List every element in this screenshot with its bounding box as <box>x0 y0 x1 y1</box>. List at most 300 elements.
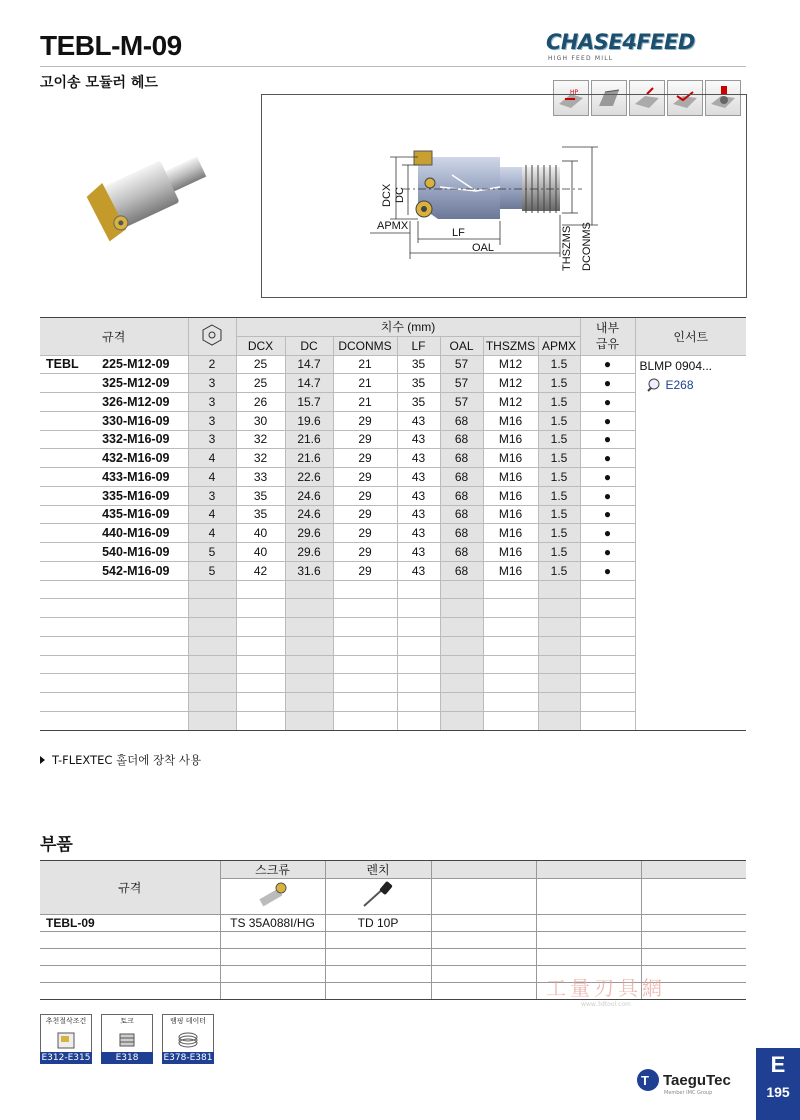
cell-dconms: 29 <box>333 449 397 468</box>
cell <box>325 983 431 1000</box>
cell-apmx <box>538 711 580 730</box>
cell-oal: 68 <box>440 486 483 505</box>
cell-apmx: 1.5 <box>538 486 580 505</box>
magnifier-icon <box>646 377 664 393</box>
brand-name: CHASE4FEED <box>546 30 695 54</box>
cell-oal <box>440 636 483 655</box>
code-value: 432-M16-09 <box>102 451 170 466</box>
row-code <box>40 561 188 580</box>
cell-dcx: 42 <box>236 561 285 580</box>
acc-col-empty-1 <box>431 861 536 879</box>
cell-z <box>188 599 236 618</box>
cell-thszms: M16 <box>483 486 538 505</box>
cell-coolant <box>580 580 635 599</box>
acc-col-wrench: 렌치 <box>325 861 431 879</box>
svg-text:T: T <box>641 1073 649 1088</box>
cell-dc <box>285 618 333 637</box>
cell <box>220 949 325 966</box>
code-value: 332-M16-09 <box>102 432 170 447</box>
col-oal: OAL <box>440 336 483 355</box>
cell-coolant: ● <box>580 449 635 468</box>
acc-wrench-value: TD 10P <box>325 915 431 932</box>
cell-apmx <box>538 599 580 618</box>
cell-dcx: 26 <box>236 393 285 412</box>
page-title: TEBL-M-09 <box>40 30 182 61</box>
svg-text:HP: HP <box>570 89 579 96</box>
code-value: 435-M16-09 <box>102 507 170 522</box>
cell-apmx: 1.5 <box>538 543 580 562</box>
cell-coolant: ● <box>580 543 635 562</box>
cell-lf: 43 <box>397 543 440 562</box>
cell-dcx <box>236 636 285 655</box>
cell-z: 4 <box>188 449 236 468</box>
cell-apmx <box>538 693 580 712</box>
cell-z: 5 <box>188 561 236 580</box>
row-code <box>40 580 188 599</box>
cell-coolant <box>580 599 635 618</box>
code-value: 433-M16-09 <box>102 469 170 484</box>
cell-apmx <box>538 618 580 637</box>
code-value: 326-M12-09 <box>102 394 170 409</box>
row-code <box>40 468 188 487</box>
code-prefix: TEBL <box>46 357 79 372</box>
cell-thszms: M16 <box>483 430 538 449</box>
insert-ref-page: E268 <box>665 377 694 392</box>
cell-dcx: 32 <box>236 449 285 468</box>
cell-dc: 29.6 <box>285 543 333 562</box>
cell-oal: 68 <box>440 561 483 580</box>
cell-z: 4 <box>188 505 236 524</box>
acc-col-spec: 규격 <box>40 861 220 915</box>
acc-empty-pic-2 <box>536 879 641 915</box>
cell-thszms: M16 <box>483 468 538 487</box>
code-value: 335-M16-09 <box>102 488 170 503</box>
cell-coolant <box>580 711 635 730</box>
cell-dcx <box>236 711 285 730</box>
cell-lf: 43 <box>397 486 440 505</box>
cell <box>325 932 431 949</box>
cell-oal: 68 <box>440 449 483 468</box>
cell-z <box>188 711 236 730</box>
cell-thszms: M16 <box>483 543 538 562</box>
cell-coolant: ● <box>580 393 635 412</box>
cell-dconms <box>333 618 397 637</box>
cell-lf <box>397 618 440 637</box>
ref-cutting-conditions[interactable] <box>40 1014 92 1064</box>
cell-dcx: 30 <box>236 411 285 430</box>
cell-apmx <box>538 580 580 599</box>
mount-note <box>40 752 201 768</box>
table-row <box>40 915 746 932</box>
cell-lf <box>397 580 440 599</box>
acc-wrench-pic <box>325 879 431 915</box>
brand-logo <box>546 30 750 64</box>
cell-oal <box>440 693 483 712</box>
dim-apmx: APMX <box>377 220 409 232</box>
row-code <box>40 599 188 618</box>
cell-lf: 35 <box>397 374 440 393</box>
cell-apmx: 1.5 <box>538 355 580 374</box>
acc-col-screw: 스크류 <box>220 861 325 879</box>
cell-z <box>188 655 236 674</box>
cell-oal: 68 <box>440 543 483 562</box>
cell-dc <box>285 693 333 712</box>
watermark <box>536 940 676 1010</box>
watermark-text: 工量刃具網 <box>546 976 666 1000</box>
cell-coolant: ● <box>580 374 635 393</box>
row-code <box>40 524 188 543</box>
col-apmx: APMX <box>538 336 580 355</box>
cell-lf <box>397 636 440 655</box>
dim-dc: DC <box>394 187 406 203</box>
bullet-triangle-icon <box>40 756 45 764</box>
cell-oal <box>440 580 483 599</box>
company-tag: Member IMC Group <box>664 1090 713 1096</box>
cell-dc: 14.7 <box>285 355 333 374</box>
cell-thszms <box>483 618 538 637</box>
company-name: TaeguTec <box>663 1071 731 1089</box>
cell <box>641 915 746 932</box>
row-code <box>40 636 188 655</box>
cell-dconms: 29 <box>333 468 397 487</box>
cell-coolant: ● <box>580 411 635 430</box>
cell-thszms: M12 <box>483 355 538 374</box>
row-code <box>40 693 188 712</box>
cell-oal: 68 <box>440 411 483 430</box>
cell-dc: 21.6 <box>285 430 333 449</box>
specification-table <box>40 317 746 731</box>
col-dconms: DCONMS <box>333 336 397 355</box>
row-code <box>40 393 188 412</box>
cell-dc: 15.7 <box>285 393 333 412</box>
cell-dc: 24.6 <box>285 486 333 505</box>
ref-torque[interactable] <box>101 1014 153 1064</box>
cell-dcx <box>236 674 285 693</box>
cell <box>40 932 220 949</box>
cell-coolant: ● <box>580 561 635 580</box>
cell-thszms: M12 <box>483 393 538 412</box>
cell-dcx: 25 <box>236 374 285 393</box>
cell-dcx <box>236 580 285 599</box>
cell-z: 2 <box>188 355 236 374</box>
col-teeth <box>188 318 236 356</box>
section-letter: E <box>770 1052 786 1077</box>
cell-z <box>188 674 236 693</box>
cell-dconms <box>333 693 397 712</box>
cell-coolant: ● <box>580 505 635 524</box>
acc-code: TEBL-09 <box>40 915 220 932</box>
cell-apmx: 1.5 <box>538 561 580 580</box>
cell-oal: 57 <box>440 374 483 393</box>
row-code <box>40 355 188 374</box>
ref-ramping-data[interactable] <box>162 1014 214 1064</box>
cell-oal <box>440 599 483 618</box>
cell-apmx: 1.5 <box>538 524 580 543</box>
cell-oal <box>440 674 483 693</box>
cell-z <box>188 636 236 655</box>
cell-coolant: ● <box>580 468 635 487</box>
acc-col-empty-3 <box>641 861 746 879</box>
cell-dcx <box>236 599 285 618</box>
col-insert: 인서트 <box>635 318 746 356</box>
cell <box>220 983 325 1000</box>
cell-dcx: 35 <box>236 486 285 505</box>
col-thszms: THSZMS <box>483 336 538 355</box>
cell-dconms: 29 <box>333 486 397 505</box>
cell-dc <box>285 636 333 655</box>
cell-z <box>188 693 236 712</box>
cell <box>431 949 536 966</box>
row-code <box>40 674 188 693</box>
dim-lf: LF <box>452 227 465 239</box>
cell <box>431 983 536 1000</box>
code-value: 540-M16-09 <box>102 544 170 559</box>
cell-dcx <box>236 655 285 674</box>
cell-dc: 22.6 <box>285 468 333 487</box>
cell-oal: 68 <box>440 430 483 449</box>
dim-dcx: DCX <box>381 183 393 207</box>
page-number: 195 <box>766 1084 790 1100</box>
cell-z: 3 <box>188 393 236 412</box>
row-code <box>40 430 188 449</box>
cell-coolant: ● <box>580 524 635 543</box>
ref-pic <box>162 1028 214 1052</box>
cell-lf <box>397 693 440 712</box>
row-code <box>40 543 188 562</box>
reference-links <box>40 1014 214 1064</box>
cell-lf: 43 <box>397 468 440 487</box>
cell-dconms: 21 <box>333 393 397 412</box>
cell-dconms: 29 <box>333 505 397 524</box>
cell-dconms: 29 <box>333 524 397 543</box>
cell-lf: 43 <box>397 561 440 580</box>
cell-thszms: M16 <box>483 505 538 524</box>
cell-lf <box>397 674 440 693</box>
cell-dconms: 21 <box>333 355 397 374</box>
cell-z: 3 <box>188 486 236 505</box>
cell <box>220 966 325 983</box>
cell-lf: 43 <box>397 430 440 449</box>
cell-z <box>188 580 236 599</box>
cell-oal <box>440 711 483 730</box>
dim-oal: OAL <box>472 242 495 254</box>
cell <box>431 966 536 983</box>
cell <box>220 932 325 949</box>
cell-oal: 57 <box>440 393 483 412</box>
cell-coolant <box>580 693 635 712</box>
ref-pic <box>101 1028 153 1052</box>
cell-thszms <box>483 580 538 599</box>
cell-lf: 35 <box>397 355 440 374</box>
cell-dc <box>285 674 333 693</box>
cell-coolant <box>580 636 635 655</box>
cell-oal: 68 <box>440 505 483 524</box>
row-code <box>40 411 188 430</box>
cell-dc: 19.6 <box>285 411 333 430</box>
page-subtitle: 고이송 모듈러 헤드 <box>40 75 158 91</box>
row-code <box>40 711 188 730</box>
watermark-url: www.3dtool.com <box>581 1001 631 1008</box>
cell-dc: 24.6 <box>285 505 333 524</box>
row-code <box>40 374 188 393</box>
cell-thszms: M12 <box>483 374 538 393</box>
cutting-condition-icon <box>55 1030 77 1050</box>
cell-lf <box>397 599 440 618</box>
cell-lf: 43 <box>397 524 440 543</box>
cell-dc <box>285 599 333 618</box>
dim-thszms: THSZMS <box>561 225 573 271</box>
cell-dcx: 33 <box>236 468 285 487</box>
cell <box>536 915 641 932</box>
cell-coolant <box>580 655 635 674</box>
cell-dcx: 25 <box>236 355 285 374</box>
insert-ref-link[interactable] <box>646 377 743 393</box>
cell-dconms: 29 <box>333 561 397 580</box>
cell-dc: 31.6 <box>285 561 333 580</box>
cell-z <box>188 618 236 637</box>
cell-thszms: M16 <box>483 561 538 580</box>
insert-cell <box>635 355 746 730</box>
cell-z: 4 <box>188 468 236 487</box>
cell <box>431 915 536 932</box>
col-coolant: 내부 급유 <box>580 318 635 356</box>
cell-coolant: ● <box>580 486 635 505</box>
company-logo <box>636 1068 731 1096</box>
cell-dc <box>285 711 333 730</box>
cell-oal: 68 <box>440 524 483 543</box>
cell-dcx: 35 <box>236 505 285 524</box>
ref-label: 램핑 데이터 <box>162 1014 214 1028</box>
cell-dconms: 21 <box>333 374 397 393</box>
cell-apmx: 1.5 <box>538 430 580 449</box>
cell-dc <box>285 580 333 599</box>
cell <box>431 932 536 949</box>
cell-coolant <box>580 618 635 637</box>
cell-coolant <box>580 674 635 693</box>
acc-col-empty-2 <box>536 861 641 879</box>
cell-dcx: 32 <box>236 430 285 449</box>
cell-lf: 43 <box>397 449 440 468</box>
cell-z: 3 <box>188 374 236 393</box>
ref-page: E312-E315 <box>41 1053 91 1063</box>
cell-dcx: 40 <box>236 524 285 543</box>
cell-thszms <box>483 693 538 712</box>
row-code <box>40 486 188 505</box>
torque-icon <box>116 1030 138 1050</box>
row-code <box>40 655 188 674</box>
taegutec-logo-icon <box>636 1068 660 1092</box>
cell-dcx <box>236 618 285 637</box>
row-code <box>40 505 188 524</box>
col-lf: LF <box>397 336 440 355</box>
cell-dcx: 40 <box>236 543 285 562</box>
cell <box>40 966 220 983</box>
wrench-icon <box>358 880 398 910</box>
acc-screw-value: TS 35A088I/HG <box>220 915 325 932</box>
cell-dconms <box>333 636 397 655</box>
technical-drawing <box>261 94 747 298</box>
cell-oal <box>440 655 483 674</box>
insert-code: BLMP 0904... <box>639 358 712 373</box>
ref-label: 추천절삭조건 <box>40 1014 92 1028</box>
col-dc: DC <box>285 336 333 355</box>
brand-tagline: HIGH FEED MILL <box>548 55 614 62</box>
cell-apmx: 1.5 <box>538 505 580 524</box>
screw-icon <box>253 880 293 910</box>
cell-dc: 29.6 <box>285 524 333 543</box>
cell-thszms <box>483 636 538 655</box>
cell-apmx <box>538 636 580 655</box>
col-dims: 치수 (mm) <box>236 318 580 337</box>
cell-thszms <box>483 711 538 730</box>
ref-page: E378-E381 <box>163 1053 213 1063</box>
cell-oal <box>440 618 483 637</box>
cell-lf: 35 <box>397 393 440 412</box>
table-row <box>40 355 746 374</box>
code-value: 542-M16-09 <box>102 563 170 578</box>
col-dcx: DCX <box>236 336 285 355</box>
cell-dcx <box>236 693 285 712</box>
cell-z: 4 <box>188 524 236 543</box>
cell <box>40 983 220 1000</box>
cell-thszms <box>483 674 538 693</box>
cell-lf: 43 <box>397 505 440 524</box>
cell-coolant: ● <box>580 430 635 449</box>
section-tab <box>756 1048 800 1120</box>
teeth-count-icon <box>201 324 223 346</box>
ref-pic <box>40 1028 92 1052</box>
cell-dconms: 29 <box>333 430 397 449</box>
code-value: 440-M16-09 <box>102 526 170 541</box>
ref-page: E318 <box>101 1052 153 1064</box>
cell-thszms <box>483 655 538 674</box>
cell-thszms: M16 <box>483 449 538 468</box>
tool-drawing <box>262 95 746 297</box>
cell-thszms <box>483 599 538 618</box>
cell-dconms <box>333 711 397 730</box>
dim-dconms: DCONMS <box>581 222 593 271</box>
acc-empty-pic-3 <box>641 879 746 915</box>
cell-dc <box>285 655 333 674</box>
cell-z: 5 <box>188 543 236 562</box>
code-value: 325-M12-09 <box>102 376 170 391</box>
acc-screw-pic <box>220 879 325 915</box>
row-code <box>40 618 188 637</box>
code-value: 330-M16-09 <box>102 413 170 428</box>
title-divider <box>40 66 746 67</box>
note-text: T-FLEXTEC 홀더에 장착 사용 <box>52 753 202 767</box>
cell <box>325 949 431 966</box>
cell-apmx: 1.5 <box>538 468 580 487</box>
ramping-data-icon <box>177 1030 199 1050</box>
cell-apmx <box>538 674 580 693</box>
cell-dconms: 29 <box>333 411 397 430</box>
product-photo <box>76 150 226 250</box>
cell-thszms: M16 <box>483 524 538 543</box>
cell-z: 3 <box>188 430 236 449</box>
cell <box>40 949 220 966</box>
cell-dconms: 29 <box>333 543 397 562</box>
cell-apmx: 1.5 <box>538 374 580 393</box>
cell-apmx <box>538 655 580 674</box>
cell-apmx: 1.5 <box>538 393 580 412</box>
cell-dconms <box>333 655 397 674</box>
ref-label: 토크 <box>101 1014 153 1028</box>
cell-lf <box>397 711 440 730</box>
code-value: 225-M12-09 <box>102 357 170 372</box>
cell-dconms <box>333 599 397 618</box>
col-spec: 규격 <box>40 318 188 356</box>
